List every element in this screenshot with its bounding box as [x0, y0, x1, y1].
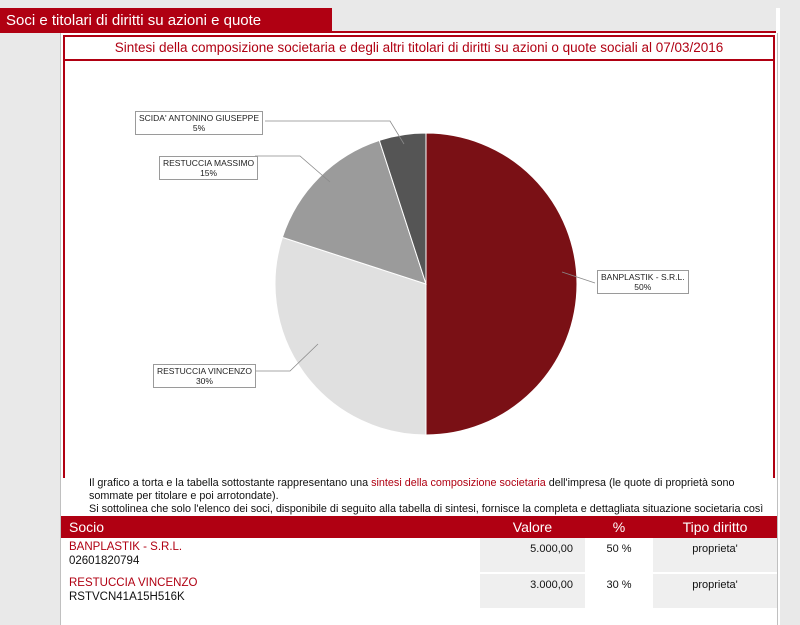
col-tipo: Tipo diritto [682, 519, 748, 535]
table-row [61, 574, 777, 610]
socio-code: RSTVCN41A15H516K [69, 591, 185, 603]
table-header [61, 516, 777, 538]
pie-chart-area [63, 61, 775, 515]
panel-title: Sintesi della composizione societaria e degli altri titolari di diritti su azioni o quote sociali al 07/03/2016 [63, 35, 775, 61]
socio-valore: 3.000,00 [480, 574, 585, 608]
col-socio: Socio [69, 519, 105, 535]
table-row [61, 538, 777, 574]
col-pct: % [612, 519, 626, 535]
socio-pct: 50 % [585, 538, 653, 572]
socio-tipo: proprieta' [653, 574, 777, 608]
socio-name-link[interactable]: RESTUCCIA VINCENZO [69, 577, 198, 589]
section-title: Soci e titolari di diritti su azioni e quote [0, 8, 332, 33]
socio-tipo: proprieta' [653, 538, 777, 572]
socio-name-link[interactable]: BANPLASTIK - S.R.L. [69, 541, 183, 553]
chart-note: Il grafico a torta e la tabella sottostante rappresentano una sintesi della composizione societaria dell'impresa (le quote di proprietà sono sommate per titolare e poi arrotondate). Si sottolinea che solo l'elenco dei soci, disponibile di seguito alla tabella di sintesi, fornisce la completa e dettagliata situazione societaria così [89, 477, 764, 515]
pie-label-banplastik: BANPLASTIK - S.R.L. 50% [597, 270, 689, 294]
socio-code: 02601820794 [69, 555, 140, 567]
note-link[interactable]: sintesi della composizione societaria [371, 477, 546, 489]
pie-label-vincenzo: RESTUCCIA VINCENZO 30% [153, 364, 256, 388]
summary-panel [60, 33, 778, 625]
pie-label-scida: SCIDA' ANTONINO GIUSEPPE 5% [135, 111, 263, 135]
pie-label-massimo: RESTUCCIA MASSIMO 15% [159, 156, 258, 180]
socio-valore: 5.000,00 [480, 538, 585, 572]
col-valore: Valore [512, 519, 553, 535]
socio-pct: 30 % [585, 574, 653, 608]
pie-slice-banplastik [426, 133, 577, 435]
soci-table [61, 516, 777, 610]
